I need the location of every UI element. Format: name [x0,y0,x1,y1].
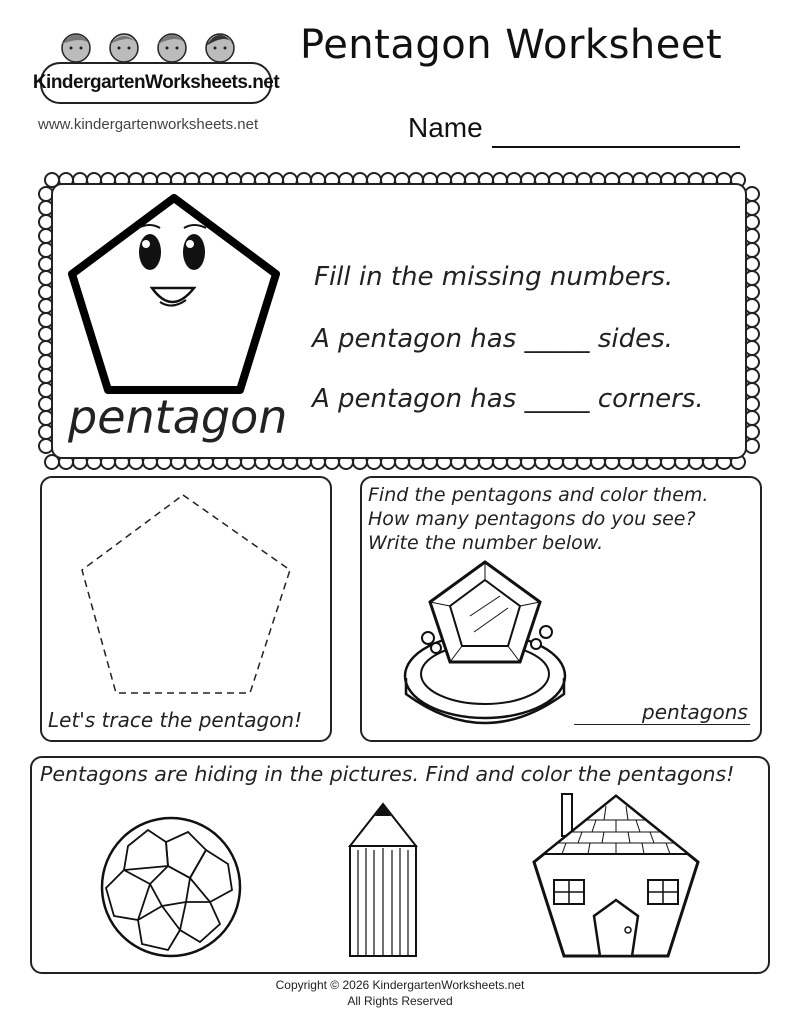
pencil-icon[interactable] [344,800,422,960]
sides-blank[interactable]: _____ [524,324,590,354]
corners-suffix: corners. [597,384,704,414]
page-title: Pentagon Worksheet [300,22,723,68]
instruction-text: Fill in the missing numbers. [314,262,674,292]
shape-word: pentagon [68,390,288,444]
corners-blank[interactable]: _____ [524,384,590,414]
sides-suffix: sides. [597,324,673,354]
sides-question [312,324,673,354]
soccer-ball-icon[interactable] [98,814,244,960]
sides-prefix: A pentagon has [312,324,517,354]
hidden-instruction: Pentagons are hiding in the pictures. Find and color the pentagons! [40,762,735,786]
answer-line[interactable] [574,724,750,725]
site-url: www.kindergartenworksheets.net [38,116,259,133]
dashed-pentagon-icon[interactable] [78,490,298,700]
corners-prefix: A pentagon has [312,384,517,414]
name-label: Name [408,112,483,143]
find-line-1: Find the pentagons and color them. [368,484,709,506]
rights-text: All Rights Reserved [347,994,453,1008]
pentagon-face-icon [64,192,284,398]
ring-icon[interactable] [400,556,570,732]
kids-faces-icon [38,18,274,68]
trace-caption: Let's trace the pentagon! [48,708,303,732]
logo-text: KindergartenWorksheets.net [40,62,272,104]
copyright-text: Copyright © 2026 KindergartenWorksheets.net [275,978,525,992]
find-line-2: How many pentagons do you see? [368,508,696,530]
find-line-3: Write the number below. [368,532,604,554]
house-icon[interactable] [526,790,706,962]
answer-label: pentagons [642,700,748,724]
name-line[interactable] [492,146,740,148]
corners-question [312,384,704,414]
